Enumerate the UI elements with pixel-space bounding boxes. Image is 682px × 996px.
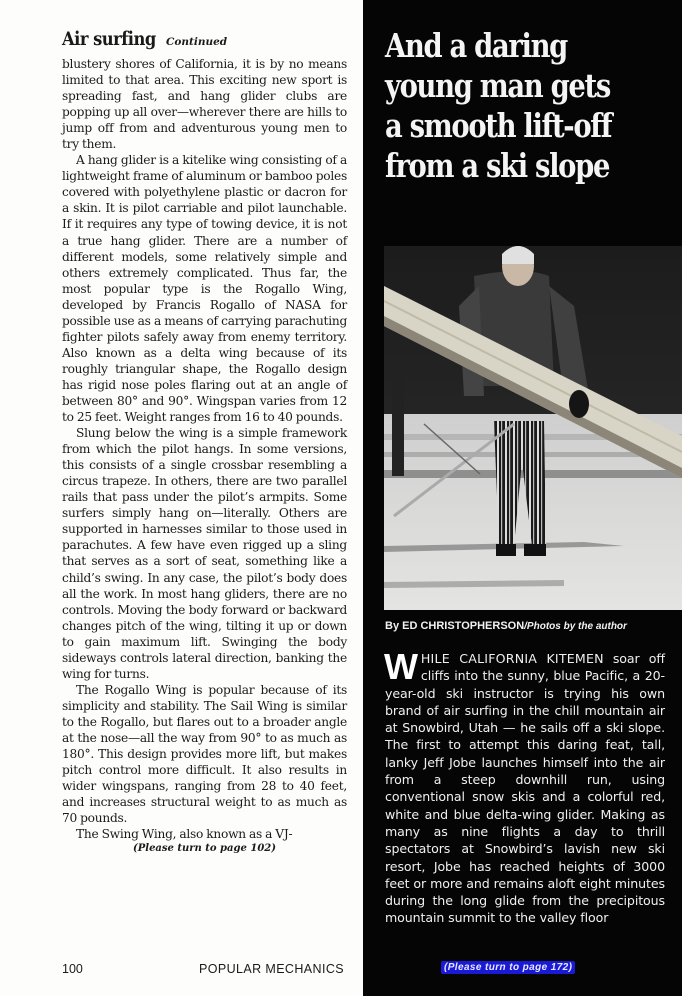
lead-in-caps: HILE CALIFORNIA KITEMEN bbox=[420, 651, 604, 666]
feature-intro-text bbox=[384, 646, 665, 927]
gloved-hand bbox=[569, 390, 589, 418]
page-footer bbox=[62, 962, 344, 976]
magazine-name: POPULAR MECHANICS bbox=[198, 962, 344, 976]
paragraph: blustery shores of California, it is by no means limited to that area. This exciting new sport is spreading fast, and hang glider clubs are popping up all over—wherever there are hills to jump off from and adventurous young men to try them. bbox=[62, 57, 347, 152]
drop-cap: W bbox=[384, 646, 418, 687]
feature-headline bbox=[385, 26, 682, 186]
background-figure bbox=[392, 376, 404, 476]
page-number: 100 bbox=[62, 962, 83, 976]
continued-on-note: (Please turn to page 102) bbox=[133, 843, 276, 855]
byline-author: By ED CHRISTOPHERSON bbox=[385, 620, 525, 632]
byline bbox=[385, 620, 682, 632]
paragraph: Slung below the wing is a simple framework from which the pilot hangs. In some versions, this consists of a single crossbar resembling a circus trapeze. In others, there are two parallel rails that pass under the pilot’s armpits. Some surfers simply hang on—literally. Others are supported in harnesses similar to those used in parachutes. A few have even rigged up a sling that serves as a sort of seat, something like a child’s swing. In any case, the pilot’s body does all the work. In most hang gliders, there are no controls. Moving the body forward or backward changes pitch of the wing, tilting it up or down to gain maximum lift. Swinging the body sideways controls lateral direction, banking the wing for turns. bbox=[62, 426, 347, 681]
section-header bbox=[62, 28, 347, 50]
article-body bbox=[62, 56, 347, 842]
headline-line: a smooth lift-off bbox=[385, 106, 612, 145]
continued-on-note-highlighted: (Please turn to page 172) bbox=[441, 961, 575, 974]
headline-line: from a ski slope bbox=[385, 146, 610, 185]
section-title: Air surfing bbox=[62, 28, 156, 50]
feature-photo bbox=[384, 246, 682, 610]
continued-label: Continued bbox=[166, 36, 228, 48]
paragraph: A hang glider is a kitelike wing consisting of a lightweight frame of aluminum or bamboo poles covered with polyethylene plastic or dacron for a skin. It is pilot carriable and pilot launchable. If it requires any type of towing device, it is not a true hang glider. There are a number of different models, some relatively simple and others extremely complicated. Thus far, the most popular type is the Rogallo Wing, developed by Francis Rogallo of NASA for possible use as a means of carrying parachuting fighter pilots safely away from enemy territory. Also known as a delta wing because of its roughly triangular shape, the Rogallo design has rigid nose poles flaring out at an angle of between 80° and 90°. Wingspan varies from 12 to 25 feet. Weight ranges from 16 to 40 pounds. bbox=[62, 153, 347, 425]
article-continuation-column bbox=[62, 28, 347, 854]
headline-line: young man gets bbox=[385, 66, 610, 105]
paragraph: The Rogallo Wing is popular because of its simplicity and stability. The Sail Wing is similar to the Rogallo, but flares out to a broader angle at the nose—all the way from 90° to as much as 180°. This design provides more lift, but makes pitch control more difficult. It also results in wider wingspans, ranging from 28 to 40 feet, and increases structural weight to as much as 70 pounds. bbox=[62, 682, 347, 826]
paragraph: The Swing Wing, also known as a VJ- bbox=[76, 827, 293, 842]
feature-sidebar-panel bbox=[363, 0, 682, 996]
photo-credit: /Photos by the author bbox=[524, 621, 627, 632]
photo-illustration bbox=[384, 246, 682, 610]
headline-line: And a daring bbox=[385, 26, 568, 65]
intro-body: soar off cliffs into the sunny, blue Pacific, a 20-year-old ski instructor is trying his own brand of air surfing in the chill mountain air at Snowbird, Utah — he sails off a ski slope. The first to attempt this daring feat, tall, lanky Jeff Jobe launches himself into the air from a steep downhill run, using conventional snow skis and a colorful red, white and blue delta-wing glider. Making as many as nine flights a day to thrill spectators at Snowbird’s lavish new ski resort, Jobe has reached heights of 3000 feet or more and remains aloft eight minutes during the long glide from the precipitous mountain summit to the valley floor bbox=[385, 651, 665, 926]
